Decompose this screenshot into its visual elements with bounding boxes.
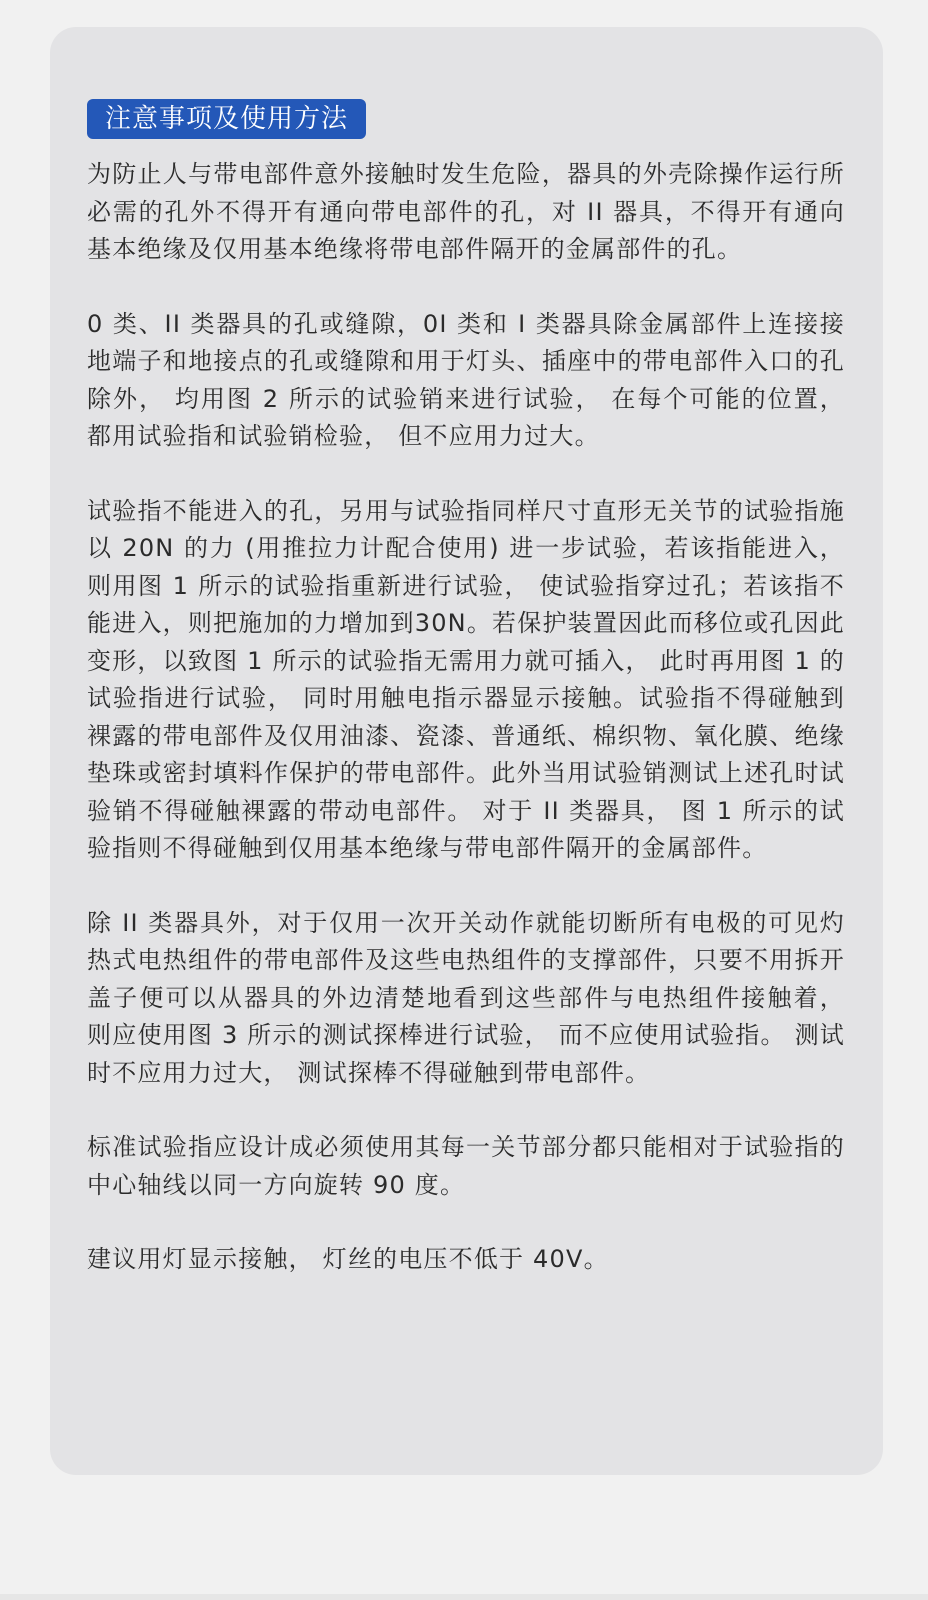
bottom-divider — [0, 1594, 928, 1600]
section-title-badge: 注意事项及使用方法 — [87, 99, 366, 139]
paragraph-6: 建议用灯显示接触， 灯丝的电压不低于 40V。 — [87, 1245, 609, 1273]
notes-card — [50, 27, 883, 1475]
notes-content — [87, 156, 845, 1279]
paragraph-4: 除 II 类器具外，对于仅用一次开关动作就能切断所有电极的可见灼热式电热组件的带电部件及这些电热组件的支撑部件，只要不用拆开盖子便可以从器具的外边清楚地看到这些部件与电热组件接触着， 则应使用图 3 所示的测试探棒进行试验， 而不应使用试验指。 测试时不应用力过大， 测试探棒不得碰触到带电部件。 — [87, 908, 845, 1087]
paragraph-5: 标准试验指应设计成必须使用其每一关节部分都只能相对于试验指的中心轴线以同一方向旋转 90 度。 — [87, 1133, 845, 1199]
paragraph-3: 试验指不能进入的孔，另用与试验指同样尺寸直形无关节的试验指施以 20N 的力 (用推拉力计配合使用) 进一步试验，若该指能进入， 则用图 1 所示的试验指重新进行试验， 使试验指穿过孔；若该指不能进入，则把施加的力增加到30N。若保护装置因此而移位或孔因此变形，以致图 1 所示的试验指无需用力就可插入， 此时再用图 1 的试验指进行试验， 同时用触电指示器显示接触。试验指不得碰触到裸露的带电部件及仅用油漆、瓷漆、普通纸、棉织物、氧化膜、绝缘垫珠或密封填料作保护的带电部件。此外当用试验销测试上述孔时试验销不得碰触裸露的带动电部件。 对于 II 类器具， 图 1 所示的试验指则不得碰触到仅用基本绝缘与带电部件隔开的金属部件。 — [87, 496, 845, 862]
paragraph-2: 0 类、II 类器具的孔或缝隙，0I 类和 I 类器具除金属部件上连接接地端子和地接点的孔或缝隙和用于灯头、插座中的带电部件入口的孔除外， 均用图 2 所示的试验销来进行试验， 在每个可能的位置， 都用试验指和试验销检验， 但不应用力过大。 — [87, 309, 845, 450]
paragraph-1: 为防止人与带电部件意外接触时发生危险，器具的外壳除操作运行所必需的孔外不得开有通向带电部件的孔，对 II 器具，不得开有通向基本绝缘及仅用基本绝缘将带电部件隔开的金属部件的孔。 — [87, 160, 845, 263]
